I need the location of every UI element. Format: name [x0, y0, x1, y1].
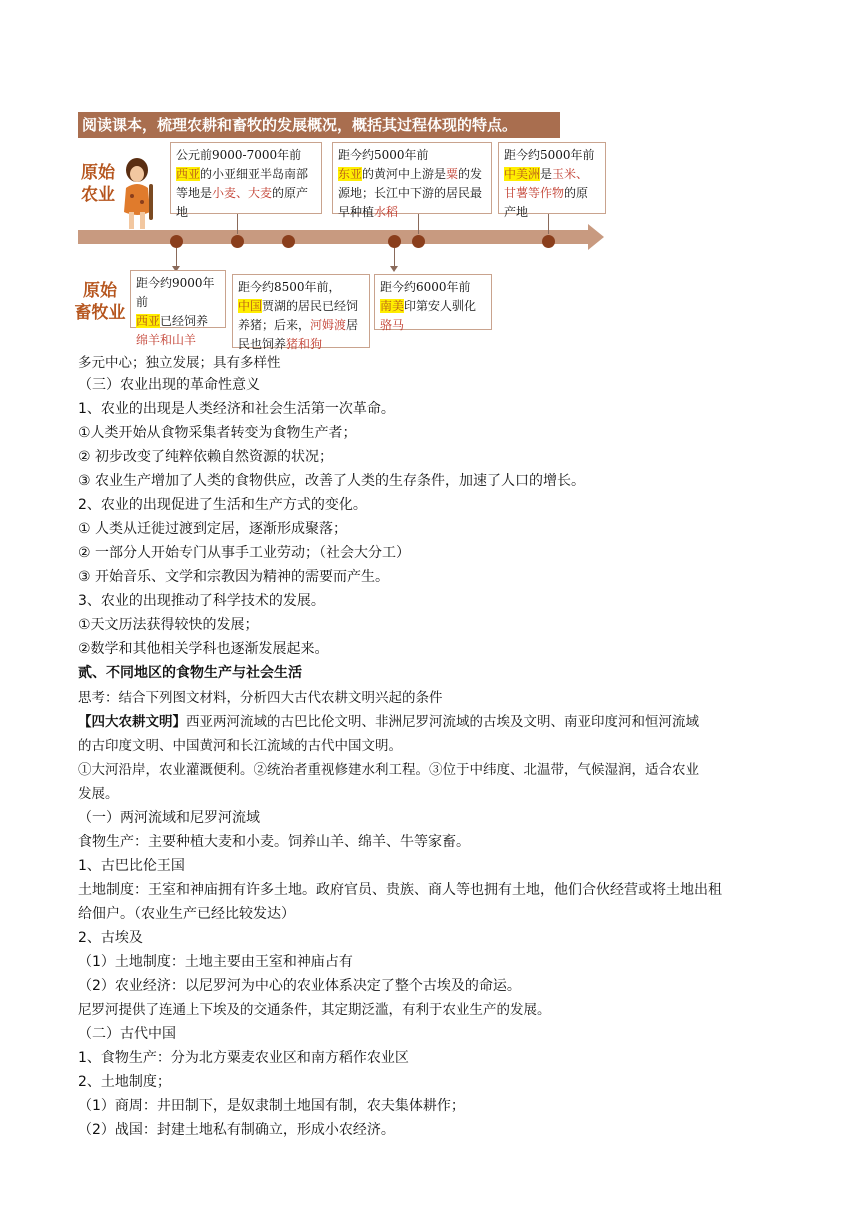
timeline-dot	[231, 235, 244, 248]
timeline-dot	[170, 235, 183, 248]
box-west-asia-sheep: 距今约9000年前 西亚已经饲养绵羊和山羊	[130, 270, 226, 328]
paragraph-line: 2、农业的出现促进了生活和生产方式的变化。	[78, 497, 367, 513]
paragraph-line: 食物生产：主要种植大麦和小麦。饲养山羊、绵羊、牛等家畜。	[78, 834, 470, 850]
timeline-dot	[282, 235, 295, 248]
paragraph-line: （2）农业经济：以尼罗河为中心的农业体系决定了整个古埃及的命运。	[78, 978, 521, 994]
timeline-bar	[78, 230, 590, 244]
connector-arrow	[176, 248, 177, 270]
list-item: ① 人类从迁徙过渡到定居，逐渐形成聚落；	[78, 521, 347, 537]
list-item: ③ 农业生产增加了人类的食物供应，改善了人类的生存条件，加速了人口的增长。	[78, 473, 585, 489]
box-china-pigs: 距今约8500年前， 中国贾湖的居民已经饲养猪；后来，河姆渡居民也饲养猪和狗	[232, 274, 370, 348]
summary-line: 多元中心；独立发展；具有多样性	[78, 355, 281, 371]
section-heading: （三）农业出现的革命性意义	[78, 377, 260, 393]
list-item: ①人类开始从食物采集者转变为食物生产者；	[78, 425, 357, 441]
paragraph-line: 1、古巴比伦王国	[78, 858, 185, 874]
paragraph-line: 尼罗河提供了连通上下埃及的交通条件，其定期泛滥，有利于农业生产的发展。	[78, 1002, 551, 1018]
paragraph-line: （1）土地制度：土地主要由王室和神庙占有	[78, 954, 353, 970]
timeline-arrow	[588, 224, 604, 250]
category-husbandry: 原始 畜牧业	[74, 281, 126, 323]
connector-arrow	[394, 248, 395, 270]
list-item: ②数学和其他相关学科也逐渐发展起来。	[78, 641, 329, 657]
caveman-illustration	[118, 154, 156, 234]
paragraph-line: 2、古埃及	[78, 930, 143, 946]
list-item: ② 一部分人开始专门从事手工业劳动；（社会大分工）	[78, 545, 410, 561]
box-central-america-corn: 距今约5000年前 中美洲是玉米、甘薯等作物的原产地	[498, 142, 606, 214]
paragraph-line: 发展。	[78, 786, 119, 802]
paragraph-line: 2、土地制度；	[78, 1074, 171, 1090]
timeline-dot	[388, 235, 401, 248]
figure-title: 阅读课本，梳理农耕和畜牧的发展概况，概括其过程体现的特点。	[78, 112, 560, 138]
section-heading: （二）古代中国	[78, 1026, 176, 1042]
timeline-dot	[542, 235, 555, 248]
paragraph-line: 土地制度：王室和神庙拥有许多土地。政府官员、贵族、商人等也拥有土地，他们合伙经营或将土地出租	[78, 882, 722, 898]
category-agriculture: 原始 农业	[81, 163, 115, 205]
paragraph-line: 1、食物生产：分为北方粟麦农业区和南方稻作农业区	[78, 1050, 409, 1066]
timeline-dot	[412, 235, 425, 248]
agriculture-husbandry-figure	[74, 112, 618, 351]
paragraph-line: （2）战国：封建土地私有制确立，形成小农经济。	[78, 1122, 395, 1138]
box-east-asia-millet-rice: 距今约5000年前 东亚的黄河中上游是粟的发源地；长江中下游的居民最早种植水稻	[332, 142, 492, 214]
paragraph-line: 3、农业的出现推动了科学技术的发展。	[78, 593, 325, 609]
box-west-asia-wheat: 公元前9000-7000年前 西亚的小亚细亚半岛南部等地是小麦、大麦的原产地	[170, 142, 322, 214]
list-item: ①天文历法获得较快的发展；	[78, 617, 259, 633]
paragraph-line: （1）商周：井田制下，是奴隶制土地国有制，农夫集体耕作；	[78, 1098, 465, 1114]
box-south-america-llama: 距今约6000年前 南美印第安人驯化骆马	[374, 274, 492, 330]
paragraph-line: 1、农业的出现是人类经济和社会生活第一次革命。	[78, 401, 395, 417]
paragraph-line: ①大河沿岸，农业灌溉便利。②统治者重视修建水利工程。③位于中纬度、北温带，气候湿润，适合农业	[78, 762, 699, 778]
paragraph-line: 的古印度文明、中国黄河和长江流域的古代中国文明。	[78, 738, 402, 754]
paragraph-line: 【四大农耕文明】西亚两河流域的古巴比伦文明、非洲尼罗河流域的古埃及文明、南亚印度河和恒河流域	[78, 714, 699, 730]
section-title: 贰、不同地区的食物生产与社会生活	[78, 665, 302, 681]
question-line: 思考：结合下列图文材料，分析四大古代农耕文明兴起的条件	[78, 690, 443, 706]
list-item: ② 初步改变了纯粹依赖自然资源的状况；	[78, 449, 333, 465]
term-label: 【四大农耕文明】	[78, 714, 186, 730]
paragraph-line: 给佃户。（农业生产已经比较发达）	[78, 906, 295, 922]
section-heading: （一）两河流域和尼罗河流域	[78, 810, 260, 826]
list-item: ③ 开始音乐、文学和宗教因为精神的需要而产生。	[78, 569, 389, 585]
